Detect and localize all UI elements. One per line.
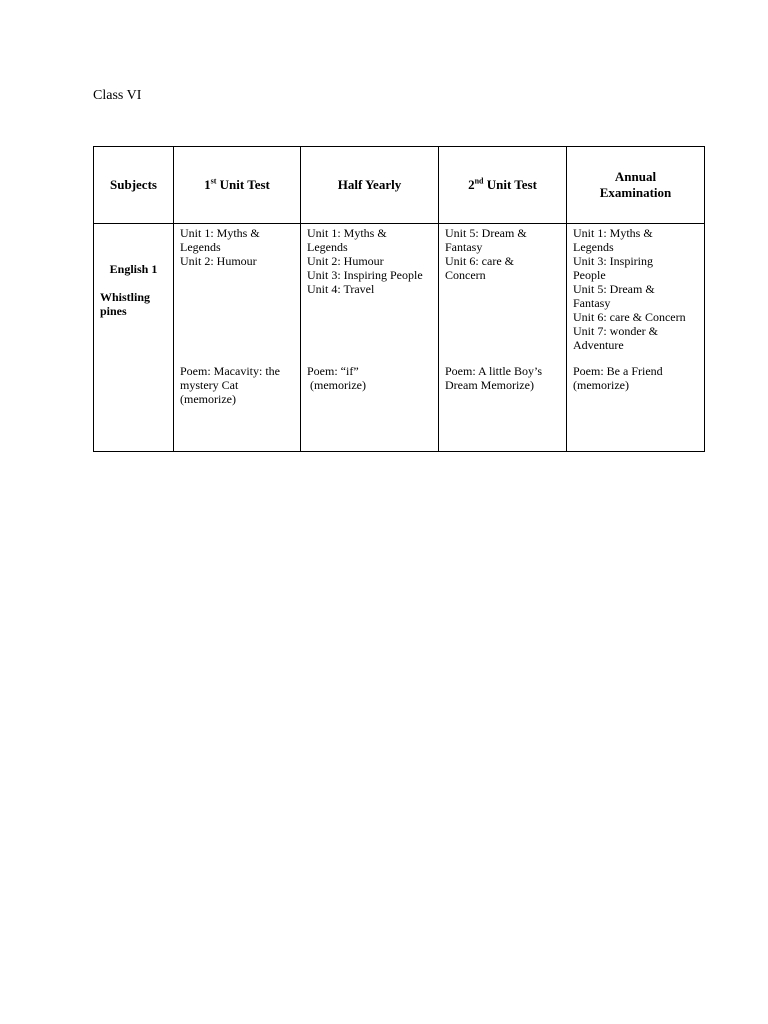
unit-test-1-poem <box>174 364 300 406</box>
header-unit-test-1-sup: st <box>210 176 217 186</box>
list-item: Unit 1: Myths & <box>307 226 387 240</box>
annual-examination-cell <box>567 224 705 452</box>
list-item: Adventure <box>573 338 624 352</box>
header-unit-test-2 <box>439 147 567 224</box>
header-unit-test-2-sup: nd <box>474 176 484 186</box>
header-subjects-label: Subjects <box>110 177 157 192</box>
header-unit-test-1 <box>174 147 301 224</box>
list-item: Unit 5: Dream & <box>573 282 655 296</box>
list-item: Unit 6: care & Concern <box>573 310 686 324</box>
unit-test-2-units <box>439 224 566 364</box>
header-unit-test-1-label: Unit Test <box>216 177 270 192</box>
poem-line: (memorize) <box>573 378 629 392</box>
subject-book-line1: Whistling <box>100 290 151 304</box>
poem-line: Poem: A little Boy’s <box>445 364 543 378</box>
half-yearly-poem <box>301 364 438 392</box>
annual-examination-poem <box>567 364 704 392</box>
list-item: Legends <box>573 240 614 254</box>
header-annual-line1: Annual <box>614 169 657 184</box>
poem-line: Poem: Be a Friend <box>573 364 663 378</box>
poem-line: Dream Memorize) <box>445 378 534 392</box>
list-item: Legends <box>307 240 348 254</box>
list-item: Fantasy <box>445 240 483 254</box>
subject-code: English 1 <box>109 262 158 276</box>
list-item: Unit 4: Travel <box>307 282 375 296</box>
list-item: People <box>573 268 606 282</box>
list-item: Unit 7: wonder & <box>573 324 658 338</box>
header-annual-line2: Examination <box>599 185 672 200</box>
list-item: Unit 3: Inspiring <box>573 254 653 268</box>
list-item: Concern <box>445 268 486 282</box>
list-item: Unit 6: care & <box>445 254 514 268</box>
list-item: Unit 5: Dream & <box>445 226 527 240</box>
poem-line: Poem: “if” <box>307 364 359 378</box>
table-row <box>94 224 705 452</box>
header-subjects <box>94 147 174 224</box>
unit-test-2-cell <box>439 224 567 452</box>
list-item: Unit 2: Humour <box>307 254 384 268</box>
unit-test-1-cell <box>174 224 301 452</box>
subject-book-line2: pines <box>100 304 127 318</box>
subject-cell <box>94 224 174 452</box>
poem-line: mystery Cat <box>180 378 239 392</box>
poem-line: (memorize) <box>180 392 236 406</box>
poem-line: (memorize) <box>307 378 366 392</box>
annual-examination-units <box>567 224 704 364</box>
header-row <box>94 147 705 224</box>
half-yearly-units <box>301 224 438 364</box>
header-unit-test-2-label: Unit Test <box>483 177 537 192</box>
unit-test-2-poem <box>439 364 566 392</box>
syllabus-table <box>93 146 705 452</box>
header-unit-test-1-num: 1 <box>204 177 211 192</box>
list-item: Unit 2: Humour <box>180 254 257 268</box>
header-unit-test-2-num: 2 <box>468 177 475 192</box>
poem-line: Poem: Macavity: the <box>180 364 280 378</box>
list-item: Fantasy <box>573 296 611 310</box>
header-half-yearly <box>301 147 439 224</box>
unit-test-1-units <box>174 224 300 364</box>
list-item: Unit 3: Inspiring People <box>307 268 423 282</box>
list-item: Unit 1: Myths & <box>180 226 260 240</box>
list-item: Unit 1: Myths & <box>573 226 653 240</box>
list-item: Legends <box>180 240 221 254</box>
half-yearly-cell <box>301 224 439 452</box>
class-title: Class VI <box>93 88 142 103</box>
header-annual-examination <box>567 147 705 224</box>
header-half-yearly-label: Half Yearly <box>337 177 402 192</box>
